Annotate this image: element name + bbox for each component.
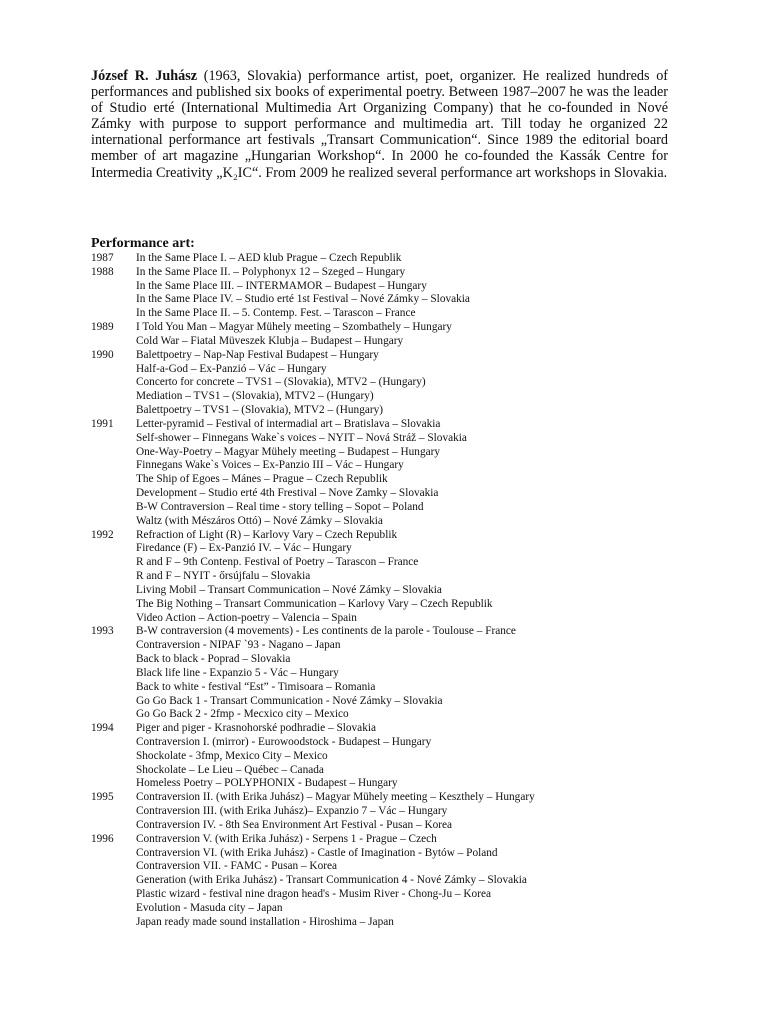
entry-title: Go Go Back 2 - 2fmp - Mecxico city – Mexico <box>136 708 349 721</box>
entry-title: In the Same Place I. – AED klub Prague – Czech Republik <box>136 252 402 264</box>
performance-entry <box>91 819 711 833</box>
entry-title: Half-a-God – Ex-Panzió – Vác – Hungary <box>136 362 327 375</box>
performance-entry <box>91 487 711 501</box>
entry-title: Balettpoetry – TVS1 – (Slovakia), MTV2 – (Hungary) <box>136 404 384 417</box>
performance-entry <box>91 529 711 543</box>
performance-entry <box>91 777 711 791</box>
entry-title: Contraversion III. (with Erika Juhász)– Expanzio 7 – Vác – Hungary <box>136 805 448 818</box>
entry-title: Contraversion VI. (with Erika Juhász) - Castle of Imagination - Bytów – Poland <box>136 846 498 859</box>
entry-title: I Told You Man – Magyar Mühely meeting – Szombathely – Hungary <box>136 321 452 334</box>
entry-title: Piger and piger - Krasnohorské podhradie – Slovakia <box>136 722 376 735</box>
entry-year: 1995 <box>91 791 114 804</box>
performance-entry <box>91 252 711 266</box>
entry-title: Evolution - Masuda city – Japan <box>136 901 283 914</box>
entry-title: B-W Contraversion – Real time - story telling – Sopot – Poland <box>136 500 424 513</box>
entry-year: 1992 <box>91 528 114 541</box>
performance-entry <box>91 695 711 709</box>
entry-title: Waltz (with Mészáros Ottó) – Nové Zámky – Slovakia <box>136 514 383 527</box>
performance-entry <box>91 293 711 307</box>
performance-entry <box>91 860 711 874</box>
entry-title: Development – Studio erté 4th Frestival – Nove Zamky – Slovakia <box>136 487 439 500</box>
performance-entry <box>91 598 711 612</box>
entry-title: Concerto for concrete – TVS1 – (Slovakia), MTV2 – (Hungary) <box>136 376 426 389</box>
performance-entry <box>91 459 711 473</box>
entry-title: In the Same Place II. – Polyphonyx 12 – Szeged – Hungary <box>136 265 406 278</box>
entry-title: Video Action – Action-poetry – Valencia – Spain <box>136 611 357 624</box>
performance-entry <box>91 376 711 390</box>
entry-title: Refraction of Light (R) – Karlovy Vary – Czech Republik <box>136 528 398 541</box>
entry-title: Back to black - Poprad – Slovakia <box>136 653 291 666</box>
performance-entry <box>91 722 711 736</box>
entry-year: 1987 <box>91 252 114 264</box>
performance-entry <box>91 321 711 335</box>
entry-title: Contraversion - NIPAF `93 - Nagano – Japan <box>136 639 341 652</box>
artist-name: József R. Juhász <box>91 68 198 84</box>
performance-entry <box>91 473 711 487</box>
performance-list <box>91 252 711 930</box>
performance-entry <box>91 404 711 418</box>
entry-title: Generation (with Erika Juhász) - Transart Communication 4 - Nové Zámky – Slovakia <box>136 874 527 887</box>
entry-title: Contraversion II. (with Erika Juhász) – Magyar Mühely meeting – Keszthely – Hungary <box>136 791 535 804</box>
performance-entry <box>91 584 711 598</box>
performance-entry <box>91 501 711 515</box>
performance-entry <box>91 446 711 460</box>
entry-title: R and F – 9th Contenp. Festival of Poetry – Tarascon – France <box>136 556 419 569</box>
performance-entry <box>91 667 711 681</box>
entry-title: B-W contraversion (4 movements) - Les continents de la parole - Toulouse – France <box>136 625 516 638</box>
section-title: Performance art: <box>91 236 195 251</box>
entry-year: 1988 <box>91 265 114 278</box>
entry-title: Self-shower – Finnegans Wake`s voices – NYIT – Nová Stráž – Slovakia <box>136 431 467 444</box>
entry-title: Shockolate – Le Lieu – Québec – Canada <box>136 763 324 776</box>
entry-title: Letter-pyramid – Festival of intermadial art – Bratislava – Slovakia <box>136 417 441 430</box>
entry-title: Living Mobil – Transart Communication – Nové Zámky – Slovakia <box>136 583 442 596</box>
entry-title: One-Way-Poetry – Magyar Mühely meeting – Budapest – Hungary <box>136 445 441 458</box>
performance-entry <box>91 764 711 778</box>
performance-entry <box>91 681 711 695</box>
entry-title: In the Same Place IV. – Studio erté 1st Festival – Nové Zámky – Slovakia <box>136 293 470 306</box>
performance-entry <box>91 307 711 321</box>
entry-year: 1993 <box>91 625 114 638</box>
entry-title: Balettpoetry – Nap-Nap Festival Budapest – Hungary <box>136 348 379 361</box>
performance-entry <box>91 556 711 570</box>
performance-entry <box>91 791 711 805</box>
performance-entry <box>91 612 711 626</box>
entry-title: Japan ready made sound installation - Hiroshima – Japan <box>136 915 394 928</box>
performance-entry <box>91 708 711 722</box>
entry-year: 1994 <box>91 722 114 735</box>
performance-entry <box>91 280 711 294</box>
entry-title: Firedance (F) – Ex-Panzió IV. – Vác – Hungary <box>136 542 352 555</box>
performance-entry <box>91 653 711 667</box>
performance-entry <box>91 266 711 280</box>
entry-title: Contraversion I. (mirror) - Eurowoodstock - Budapest – Hungary <box>136 735 432 748</box>
entry-title: Contraversion VII. - FAMC - Pusan – Korea <box>136 860 338 873</box>
entry-title: In the Same Place III. – INTERMAMOR – Budapest – Hungary <box>136 279 427 292</box>
bio-paragraph <box>91 68 668 181</box>
performance-entry <box>91 363 711 377</box>
entry-year: 1990 <box>91 348 114 361</box>
entry-title: Contraversion IV. - 8th Sea Environment Art Festival - Pusan – Korea <box>136 818 453 831</box>
performance-entry <box>91 888 711 902</box>
performance-entry <box>91 349 711 363</box>
entry-title: The Ship of Egoes – Mánes – Prague – Czech Republik <box>136 473 388 486</box>
entry-year: 1989 <box>91 321 114 334</box>
entry-title: R and F – NYIT - őrsújfalu – Slovakia <box>136 570 311 583</box>
performance-entry <box>91 570 711 584</box>
performance-entry <box>91 432 711 446</box>
entry-title: Plastic wizard - festival nine dragon head's - Musim River - Chong-Ju – Korea <box>136 888 491 901</box>
performance-entry <box>91 902 711 916</box>
performance-entry <box>91 833 711 847</box>
performance-entry <box>91 736 711 750</box>
performance-entry <box>91 418 711 432</box>
performance-entry <box>91 542 711 556</box>
performance-entry <box>91 750 711 764</box>
entry-year: 1991 <box>91 417 114 430</box>
performance-entry <box>91 625 711 639</box>
performance-entry <box>91 515 711 529</box>
performance-entry <box>91 874 711 888</box>
entry-title: Back to white - festival “Est” - Timisoara – Romania <box>136 680 376 693</box>
performance-entry <box>91 805 711 819</box>
entry-title: Shockolate - 3fmp, Mexico City – Mexico <box>136 749 328 762</box>
bio-text: (1963, Slovakia) performance artist, poet, organizer. He realized hundreds of performances and published six books of experimental poetry. Between 1987–2007 he was the leader of Studio erté (International Multimedia Art Organizing Company) that he co-founded in Nové Zámky with purpose to support performance and multimedia art. Till today he organized 22 international performance art festivals „Transart Communication“. Since 1989 the editorial board member of art magazine „Hungarian Workshop“. In 2000 he co-founded the Kassák Centre for Intermedia Creativity „K₂IC“. From 2009 he realized several performance art workshops in Slovakia. <box>91 68 669 181</box>
performance-entry <box>91 916 711 930</box>
entry-title: The Big Nothing – Transart Communication – Karlovy Vary – Czech Republik <box>136 597 493 610</box>
entry-title: In the Same Place II. – 5. Contemp. Fest. – Tarascon – France <box>136 307 416 320</box>
entry-year: 1996 <box>91 832 114 845</box>
entry-title: Finnegans Wake`s Voices – Ex-Panzio III – Vác – Hungary <box>136 459 404 472</box>
entry-title: Homeless Poetry – POLYPHONIX - Budapest – Hungary <box>136 777 398 790</box>
entry-title: Go Go Back 1 - Transart Communication - Nové Zámky – Slovakia <box>136 694 443 707</box>
entry-title: Black life line - Expanzio 5 - Vác – Hungary <box>136 666 339 679</box>
entry-title: Mediation – TVS1 – (Slovakia), MTV2 – (Hungary) <box>136 390 374 403</box>
performance-entry <box>91 335 711 349</box>
entry-title: Contraversion V. (with Erika Juhász) - Serpens 1 - Prague – Czech <box>136 832 437 845</box>
entry-title: Cold War – Fiatal Müveszek Klubja – Budapest – Hungary <box>136 334 404 347</box>
performance-entry <box>91 390 711 404</box>
performance-entry <box>91 847 711 861</box>
performance-entry <box>91 639 711 653</box>
